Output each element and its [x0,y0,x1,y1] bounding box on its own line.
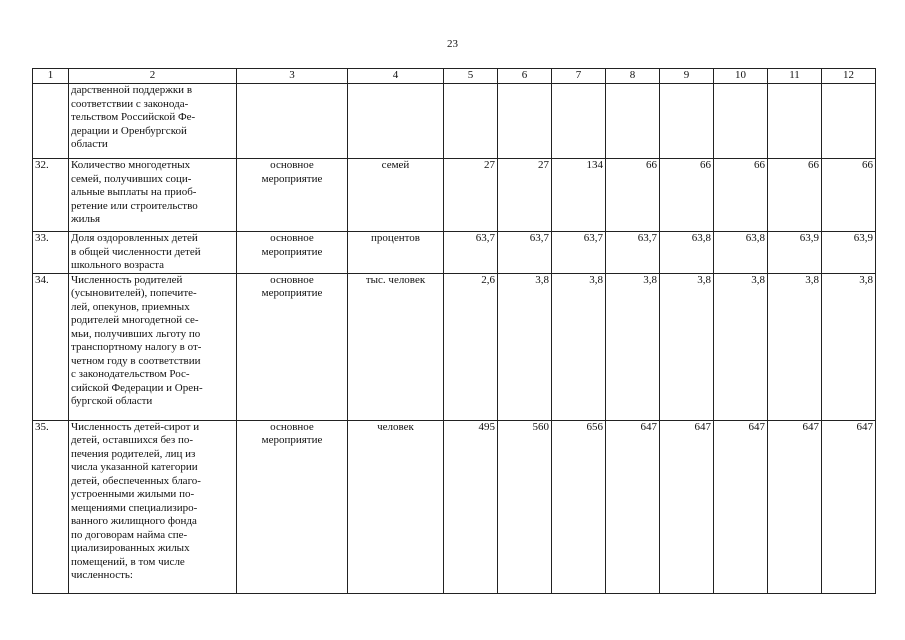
column-header-7: 7 [552,69,606,84]
value-cell: 66 [768,159,822,232]
unit-of-measure [348,84,444,159]
column-header-11: 11 [768,69,822,84]
activity-type-line: основное [270,273,314,286]
activity-type-line: основное [270,232,314,244]
row-number: 34. [33,273,69,420]
value-cell: 63,7 [552,232,606,274]
indicator-name-line: транспортному налогу в от- [71,341,202,353]
column-header-6: 6 [498,69,552,84]
indicator-name [69,84,237,159]
indicator-name-line: Количество многодетных [71,159,191,171]
activity-type [237,159,348,232]
value-cell: 647 [822,420,876,593]
activity-type [237,232,348,274]
value-cell [822,84,876,159]
column-header-8: 8 [606,69,660,84]
column-header-12: 12 [822,69,876,84]
column-header-2: 2 [69,69,237,84]
unit-of-measure: тыс. человек [348,273,444,420]
value-cell: 63,8 [660,232,714,274]
value-cell [660,84,714,159]
value-cell: 66 [606,159,660,232]
table-row [33,159,876,232]
indicator-name-line: в общей численности детей [71,245,201,258]
indicator-name-line: школьного возраста [71,259,165,271]
indicator-name-line: мьи, получивших льготу по [71,327,201,340]
activity-type-line: мероприятие [261,172,323,185]
indicator-name-line: дерации и Оренбургской [71,124,187,137]
indicator-name-line: соответствии с законода- [71,97,189,110]
indicator-name-line: тельством Российской Фе- [71,111,196,123]
activity-type-line: мероприятие [261,434,323,446]
value-cell: 63,9 [822,232,876,274]
value-cell: 63,7 [444,232,498,274]
indicator-name-line: лей, опекунов, приемных [71,300,190,313]
value-cell [606,84,660,159]
value-cell: 3,8 [552,273,606,420]
activity-type-line: мероприятие [261,287,323,299]
indicator-name-line: детей, оставшихся без по- [71,434,194,446]
indicator-name-line: с законодательством Рос- [71,368,190,380]
indicator-name-line: печения родителей, лиц из [71,447,196,460]
table-row [33,273,876,420]
column-header-3: 3 [237,69,348,84]
value-cell: 66 [714,159,768,232]
value-cell: 63,7 [606,232,660,274]
value-cell: 63,9 [768,232,822,274]
column-header-5: 5 [444,69,498,84]
indicator-name-line: Численность детей-сирот и [71,420,200,433]
row-number: 35. [33,420,69,593]
indicator-name-line: бургской области [71,395,153,407]
indicator-name-line: Численность родителей [71,273,183,286]
value-cell: 3,8 [822,273,876,420]
indicator-name-line: Доля оздоровленных детей [71,232,198,244]
value-cell: 3,8 [768,273,822,420]
indicator-name-line: области [71,138,108,150]
row-number: 32. [33,159,69,232]
value-cell: 2,6 [444,273,498,420]
row-number [33,84,69,159]
value-cell: 647 [714,420,768,593]
indicator-name-line: четном году в соответствии [71,354,201,367]
value-cell: 66 [660,159,714,232]
indicator-name-line: помещений, в том числе [71,555,185,568]
indicator-name-line: по договорам найма спе- [71,528,188,541]
value-cell: 27 [444,159,498,232]
indicator-name [69,159,237,232]
value-cell: 495 [444,420,498,593]
value-cell: 63,8 [714,232,768,274]
indicator-name-line: детей, обеспеченных благо- [71,474,201,487]
value-cell: 63,7 [498,232,552,274]
indicator-name-line: семей, получивших соци- [71,172,192,185]
value-cell: 560 [498,420,552,593]
value-cell: 134 [552,159,606,232]
indicator-name-line: ванного жилищного фонда [71,515,197,527]
activity-type [237,84,348,159]
indicator-name-line: сийской Федерации и Орен- [71,381,203,394]
table-body [33,84,876,594]
column-number-row [33,69,876,84]
value-cell [714,84,768,159]
indicator-name [69,232,237,274]
value-cell [498,84,552,159]
value-cell: 647 [660,420,714,593]
indicator-name-line: циализированных жилых [71,542,190,554]
value-cell [768,84,822,159]
column-header-9: 9 [660,69,714,84]
indicator-name-line: родителей многодетной се- [71,314,199,326]
value-cell: 3,8 [714,273,768,420]
unit-of-measure: человек [348,420,444,593]
indicator-name-line: альные выплаты на приоб- [71,186,197,198]
table-row [33,232,876,274]
table-row [33,84,876,159]
activity-type-line: основное [270,159,314,171]
activity-type [237,420,348,593]
column-header-4: 4 [348,69,444,84]
value-cell: 27 [498,159,552,232]
indicator-name-line: (усыновителей), попечите- [71,287,197,299]
value-cell: 3,8 [660,273,714,420]
activity-type-line: мероприятие [261,245,323,258]
value-cell [552,84,606,159]
indicator-name-line: дарственной поддержки в [71,84,193,96]
indicators-table [32,68,876,594]
unit-of-measure: процентов [348,232,444,274]
value-cell [444,84,498,159]
unit-of-measure: семей [348,159,444,232]
page-number: 23 [447,38,458,50]
indicator-name-line: жилья [71,213,101,225]
indicator-name [69,273,237,420]
value-cell: 647 [768,420,822,593]
table-row [33,420,876,593]
indicator-name-line: числа указанной категории [71,461,198,473]
indicator-name-line: мещениями специализиро- [71,501,198,514]
column-header-1: 1 [33,69,69,84]
activity-type [237,273,348,420]
value-cell: 656 [552,420,606,593]
indicator-name [69,420,237,593]
indicator-name-line: ретение или строительство [71,199,198,212]
value-cell: 647 [606,420,660,593]
indicator-name-line: устроенными жилыми по- [71,488,195,500]
activity-type-line: основное [270,420,314,433]
value-cell: 3,8 [498,273,552,420]
indicator-name-line: численность: [71,569,133,581]
row-number: 33. [33,232,69,274]
column-header-10: 10 [714,69,768,84]
value-cell: 3,8 [606,273,660,420]
value-cell: 66 [822,159,876,232]
